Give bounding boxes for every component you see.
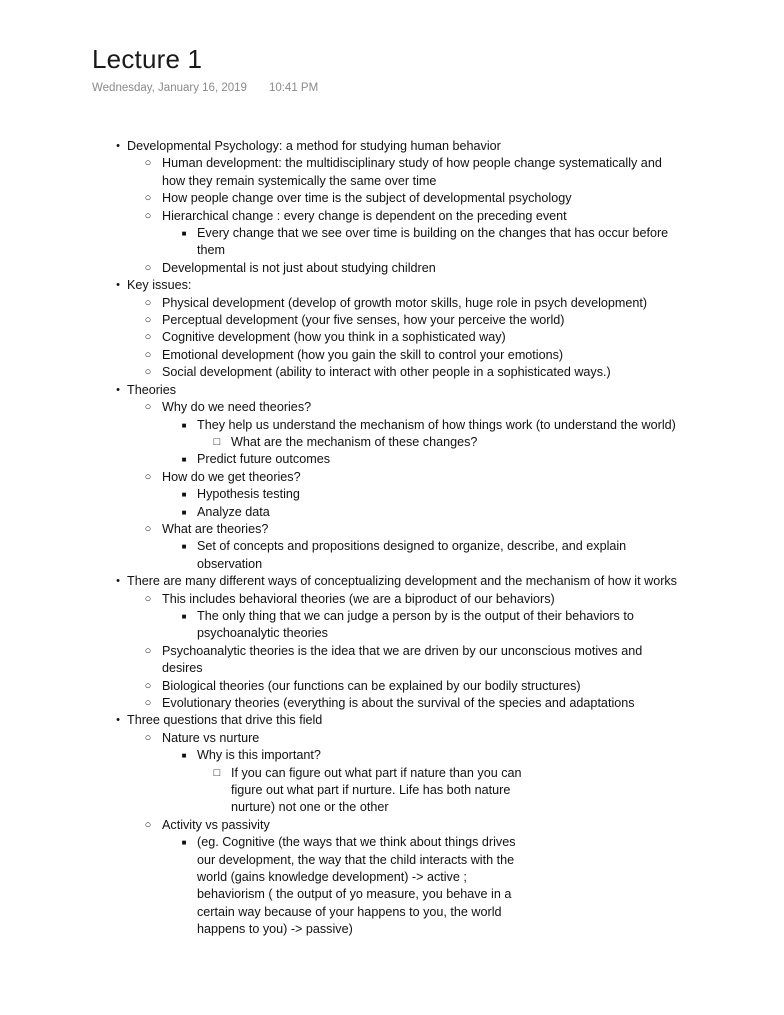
outline-item-text: What are the mechanism of these changes? [231, 434, 478, 449]
outline-item-text: How people change over time is the subject of developmental psychology [162, 191, 572, 206]
outline-item-text: Evolutionary theories (everything is about the survival of the species and adaptations [162, 696, 635, 710]
outline-item-text: Psychoanalytic theories is the idea that we are driven by our unconscious motives and desires [162, 643, 643, 676]
outline-item-level-3 [0, 417, 784, 434]
bullet-marker: ■ [181, 542, 187, 552]
outline-item-level-2 [0, 155, 784, 190]
outline-item-level-2 [0, 643, 784, 678]
outline-item-level-1 [0, 712, 784, 729]
outline-item-text: Why do we need theories? [162, 400, 312, 415]
outline-item-level-2 [0, 295, 784, 312]
outline-item-level-2 [0, 521, 784, 538]
bullet-marker: ■ [181, 838, 187, 848]
outline-item-text: Hierarchical change : every change is dependent on the preceding event [162, 208, 567, 223]
outline-item-text: Set of concepts and propositions designed to organize, describe, and explain observation [197, 539, 627, 571]
outline-item-level-3 [0, 538, 784, 573]
outline-item-text: Theories [127, 382, 176, 397]
bullet-marker: ○ [144, 470, 152, 483]
outline-item-level-2 [0, 208, 784, 225]
outline-item-text: Biological theories (our functions can be explained by our bodily structures) [162, 678, 581, 693]
bullet-marker: ○ [144, 261, 152, 274]
bullet-marker: ■ [181, 455, 187, 465]
bullet-marker: ○ [144, 366, 152, 379]
note-date: Wednesday, January 16, 2019 [92, 82, 247, 94]
bullet-marker: ■ [181, 507, 187, 517]
bullet-marker: ○ [144, 331, 152, 344]
bullet-marker: • [116, 140, 120, 152]
outline-item-text: If you can figure out what part if nature than you can figure out what part if nurture. Life has both nature nurture) not one or the other [231, 765, 522, 815]
bullet-marker: ○ [144, 157, 152, 170]
notes-outline [0, 138, 784, 939]
outline-item-level-3 [0, 225, 784, 260]
outline-item-text: There are many different ways of conceptualizing development and the mechanism of how it works [127, 574, 677, 589]
outline-item-level-2 [0, 591, 784, 608]
outline-item-level-1 [0, 138, 784, 155]
outline-item-text: They help us understand the mechanism of how things work (to understand the world) [197, 417, 676, 432]
bullet-marker: ○ [144, 679, 152, 692]
page-title: Lecture 1 [92, 44, 203, 74]
outline-item-level-2 [0, 260, 784, 277]
outline-item-text: Social development (ability to interact with other people in a sophisticated ways.) [162, 365, 611, 380]
outline-item-level-3 [0, 747, 784, 764]
bullet-marker: ■ [181, 229, 187, 239]
outline-item-text: Nature vs nurture [162, 730, 260, 745]
outline-item-level-1 [0, 382, 784, 399]
outline-item-text: Developmental is not just about studying children [162, 260, 436, 275]
outline-item-level-2 [0, 364, 784, 381]
bullet-marker: • [116, 279, 120, 292]
outline-item-text: Three questions that drive this field [127, 713, 323, 728]
outline-item-text: Physical development (develop of growth motor skills, huge role in psych development) [162, 295, 648, 310]
outline-item-level-2 [0, 817, 784, 834]
note-timestamp [92, 82, 318, 94]
bullet-marker: ■ [181, 420, 187, 430]
outline-item-text: What are theories? [162, 521, 269, 536]
bullet-marker: ○ [144, 522, 152, 535]
outline-item-text: Human development: the multidisciplinary study of how people change systematically and how they remain systemically the same over time [162, 156, 662, 188]
bullet-marker: ○ [144, 209, 152, 222]
outline-item-level-3 [0, 504, 784, 521]
bullet-marker: • [116, 383, 120, 396]
outline-item-text: Hypothesis testing [197, 487, 300, 502]
bullet-marker: • [116, 714, 120, 727]
bullet-marker: ○ [144, 296, 152, 309]
bullet-marker: ○ [144, 348, 152, 361]
outline-item-text: Every change that we see over time is building on the changes that has occur before them [197, 226, 669, 258]
outline-item-level-2 [0, 399, 784, 416]
outline-item-level-1 [0, 573, 784, 590]
outline-item-text: This includes behavioral theories (we are a biproduct of our behaviors) [162, 591, 555, 606]
outline-item-level-3 [0, 608, 784, 643]
outline-item-level-2 [0, 695, 784, 712]
bullet-marker: • [116, 575, 120, 588]
bullet-marker: ○ [144, 731, 152, 744]
bullet-marker: ○ [144, 818, 152, 831]
outline-item-level-1 [0, 277, 784, 294]
outline-item-level-2 [0, 312, 784, 329]
outline-item-level-4 [0, 765, 784, 817]
outline-item-level-2 [0, 329, 784, 346]
outline-item-level-2 [0, 469, 784, 486]
outline-item-level-3 [0, 834, 784, 938]
outline-item-text: (eg. Cognitive (the ways that we think about things drives our development, the way that the child interacts with the world (gains knowledge development) -> active ; behaviorism ( the output of yo measure, you behave in a certain way because of your happens to you, the world happens to you) -> passive) [197, 835, 516, 937]
outline-item-text: Why is this important? [197, 748, 321, 763]
bullet-marker: ■ [181, 751, 187, 761]
outline-item-level-2 [0, 190, 784, 207]
outline-item-text: Activity vs passivity [162, 817, 270, 832]
note-time: 10:41 PM [268, 82, 319, 94]
outline-item-text: The only thing that we can judge a person by is the output of their behaviors to psychoanalytic theories [197, 608, 634, 641]
outline-item-text: Key issues: [127, 278, 192, 293]
bullet-marker: ○ [144, 192, 152, 205]
outline-item-text: Developmental Psychology: a method for studying human behavior [127, 139, 501, 153]
bullet-marker: □ [213, 766, 221, 779]
bullet-marker: ○ [144, 592, 152, 605]
outline-item-level-2 [0, 678, 784, 695]
bullet-marker: □ [213, 435, 221, 448]
bullet-marker: ○ [144, 401, 152, 414]
outline-item-text: Perceptual development (your five senses, how your perceive the world) [162, 313, 565, 328]
bullet-marker: ○ [144, 644, 152, 657]
outline-item-text: Cognitive development (how you think in a sophisticated way) [162, 330, 506, 345]
outline-item-text: How do we get theories? [162, 469, 301, 484]
outline-item-text: Analyze data [197, 504, 270, 519]
bullet-marker: ■ [181, 611, 187, 621]
bullet-marker: ○ [144, 314, 152, 327]
bullet-marker: ○ [144, 697, 152, 709]
bullet-marker: ■ [181, 490, 187, 500]
outline-item-level-3 [0, 486, 784, 503]
outline-item-level-2 [0, 347, 784, 364]
outline-item-level-3 [0, 451, 784, 468]
outline-item-level-2 [0, 730, 784, 747]
outline-item-level-4 [0, 434, 784, 451]
outline-item-text: Predict future outcomes [197, 452, 330, 467]
outline-item-text: Emotional development (how you gain the skill to control your emotions) [162, 347, 564, 362]
